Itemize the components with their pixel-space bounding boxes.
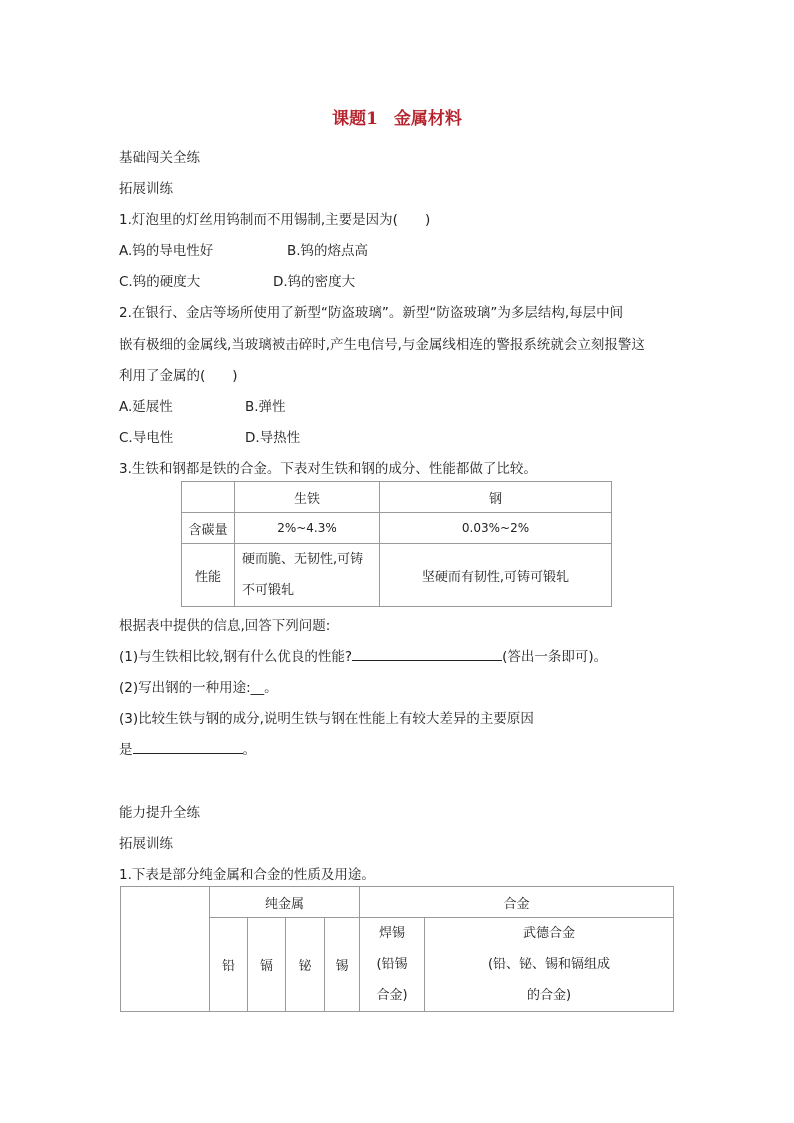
q1-option-b: B.钨的熔点高 (287, 243, 369, 259)
header-pig-iron: 生铁 (235, 482, 380, 513)
section-heading-advanced: 能力提升全练 (119, 805, 200, 821)
section-sub-advanced: 拓展训练 (119, 836, 173, 852)
q2-option-c: C.导电性 (119, 430, 174, 446)
q2-option-a: A.延展性 (119, 399, 173, 415)
iron-steel-table (181, 481, 612, 607)
q2-option-b: B.弹性 (245, 399, 286, 415)
q3-sub-3-line-2: 是 。 (119, 738, 256, 758)
q2-line-3: 利用了金属的( ) (119, 368, 238, 384)
header-pure-metal: 纯金属 (210, 887, 360, 918)
row-label-carbon: 含碳量 (182, 513, 235, 544)
section-heading-basic: 基础闯关全练 (119, 150, 200, 166)
q2-option-d: D.导热性 (245, 430, 301, 446)
metal-bismuth: 铋 (286, 918, 325, 1012)
page-title: 课题1 金属材料 (332, 109, 462, 129)
table-corner-cell (121, 887, 210, 1012)
q3-sub-2: (2)写出钢的一种用途:__。 (119, 680, 278, 696)
alloy-wood-metal: 武德合金 (铅、铋、锡和镉组成 的合金) (425, 918, 674, 1012)
metal-tin: 锡 (325, 918, 360, 1012)
q2-line-2: 嵌有极细的金属线,当玻璃被击碎时,产生电信号,与金属线相连的警报系统就会立刻报警这 (119, 337, 645, 353)
q3-stem: 3.生铁和钢都是铁的合金。下表对生铁和钢的成分、性能都做了比较。 (119, 461, 537, 477)
metal-alloy-table (120, 886, 674, 1012)
answer-blank-1[interactable] (352, 646, 502, 661)
table-corner-cell (182, 482, 235, 513)
p1-stem: 1.下表是部分纯金属和合金的性质及用途。 (119, 867, 375, 883)
q1-option-c: C.钨的硬度大 (119, 274, 201, 290)
metal-lead: 铅 (210, 918, 248, 1012)
header-steel: 钢 (380, 482, 612, 513)
q3-sub-3-line-1: (3)比较生铁与钢的成分,说明生铁与钢在性能上有较大差异的主要原因 (119, 711, 534, 727)
q1-option-a: A.钨的导电性好 (119, 243, 214, 259)
q1-stem: 1.灯泡里的灯丝用钨制而不用锡制,主要是因为( ) (119, 212, 431, 228)
q2-line-1: 2.在银行、金店等场所使用了新型“防盗玻璃”。新型“防盗玻璃”为多层结构,每层中间 (119, 305, 624, 321)
metal-cadmium: 镉 (248, 918, 286, 1012)
section-sub-basic: 拓展训练 (119, 181, 173, 197)
q1-option-d: D.钨的密度大 (273, 274, 356, 290)
answer-blank-3[interactable] (133, 739, 243, 754)
row-label-property: 性能 (182, 544, 235, 607)
alloy-solder: 焊锡 (铅锡 合金) (360, 918, 425, 1012)
cell-pig-carbon: 2%~4.3% (235, 513, 380, 544)
q3-sub-1: (1)与生铁相比较,钢有什么优良的性能? (答出一条即可)。 (119, 645, 607, 665)
q3-intro: 根据表中提供的信息,回答下列问题: (119, 618, 331, 634)
cell-steel-property: 坚硬而有韧性,可铸可锻轧 (380, 544, 612, 607)
header-alloy: 合金 (360, 887, 674, 918)
cell-pig-property: 硬而脆、无韧性,可铸 不可锻轧 (235, 544, 380, 607)
cell-steel-carbon: 0.03%~2% (380, 513, 612, 544)
